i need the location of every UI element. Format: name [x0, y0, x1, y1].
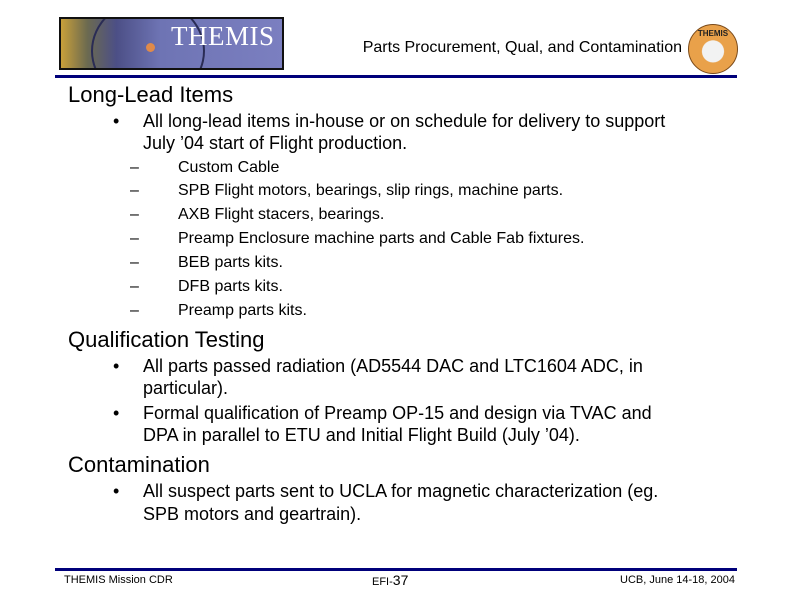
bullet-text: All parts passed radiation (AD5544 DAC and LTC1604 ADC, in: [143, 356, 643, 376]
themis-logo: [59, 17, 284, 70]
page-prefix: EFI-: [372, 576, 393, 588]
section-heading: Contamination: [68, 452, 210, 477]
dash-icon: –: [130, 182, 139, 199]
bullet-text: Formal qualification of Preamp OP-15 and design via TVAC and: [143, 403, 652, 423]
dash-icon: –: [130, 254, 139, 271]
bullet-text: SPB motors and geartrain).: [143, 504, 362, 524]
header-rule: [55, 75, 737, 78]
mascot-text: THEMIS: [697, 29, 729, 38]
bullet-text: All long-lead items in-house or on schedule for delivery to support: [143, 111, 666, 131]
sub-item: Preamp parts kits.: [178, 302, 307, 319]
footer-right: UCB, June 14-18, 2004: [620, 574, 735, 586]
bullet-text: DPA in parallel to ETU and Initial Flight Build (July ’04).: [143, 425, 580, 445]
sub-item: Custom Cable: [178, 159, 280, 176]
logo-text: THEMIS: [171, 21, 275, 51]
dash-icon: –: [130, 230, 139, 247]
sub-item: Preamp Enclosure machine parts and Cable Fab fixtures.: [178, 230, 585, 247]
dash-icon: –: [130, 206, 139, 223]
bullet-text: July ’04 start of Flight production.: [143, 133, 408, 153]
sub-item: DFB parts kits.: [178, 278, 283, 295]
sub-item: BEB parts kits.: [178, 254, 283, 271]
section-heading: Qualification Testing: [68, 327, 265, 352]
slide-title: Parts Procurement, Qual, and Contamination: [362, 39, 682, 56]
page-num: 37: [392, 572, 409, 588]
mascot-logo: [688, 24, 738, 74]
footer-left: THEMIS Mission CDR: [64, 574, 173, 586]
sub-item: SPB Flight motors, bearings, slip rings, machine parts.: [178, 182, 564, 199]
footer-rule: [55, 568, 737, 571]
bullet-icon: •: [113, 111, 120, 131]
bullet-text: particular).: [143, 378, 229, 398]
section-heading: Long-Lead Items: [68, 82, 234, 107]
bullet-icon: •: [113, 356, 120, 376]
page-number: [372, 572, 408, 588]
sub-item: AXB Flight stacers, bearings.: [178, 206, 385, 223]
bullet-icon: •: [113, 481, 120, 501]
dash-icon: –: [130, 159, 139, 176]
bullet-text: All suspect parts sent to UCLA for magnetic characterization (eg.: [143, 481, 659, 501]
bullet-icon: •: [113, 403, 120, 423]
dash-icon: –: [130, 302, 139, 319]
dash-icon: –: [130, 278, 139, 295]
